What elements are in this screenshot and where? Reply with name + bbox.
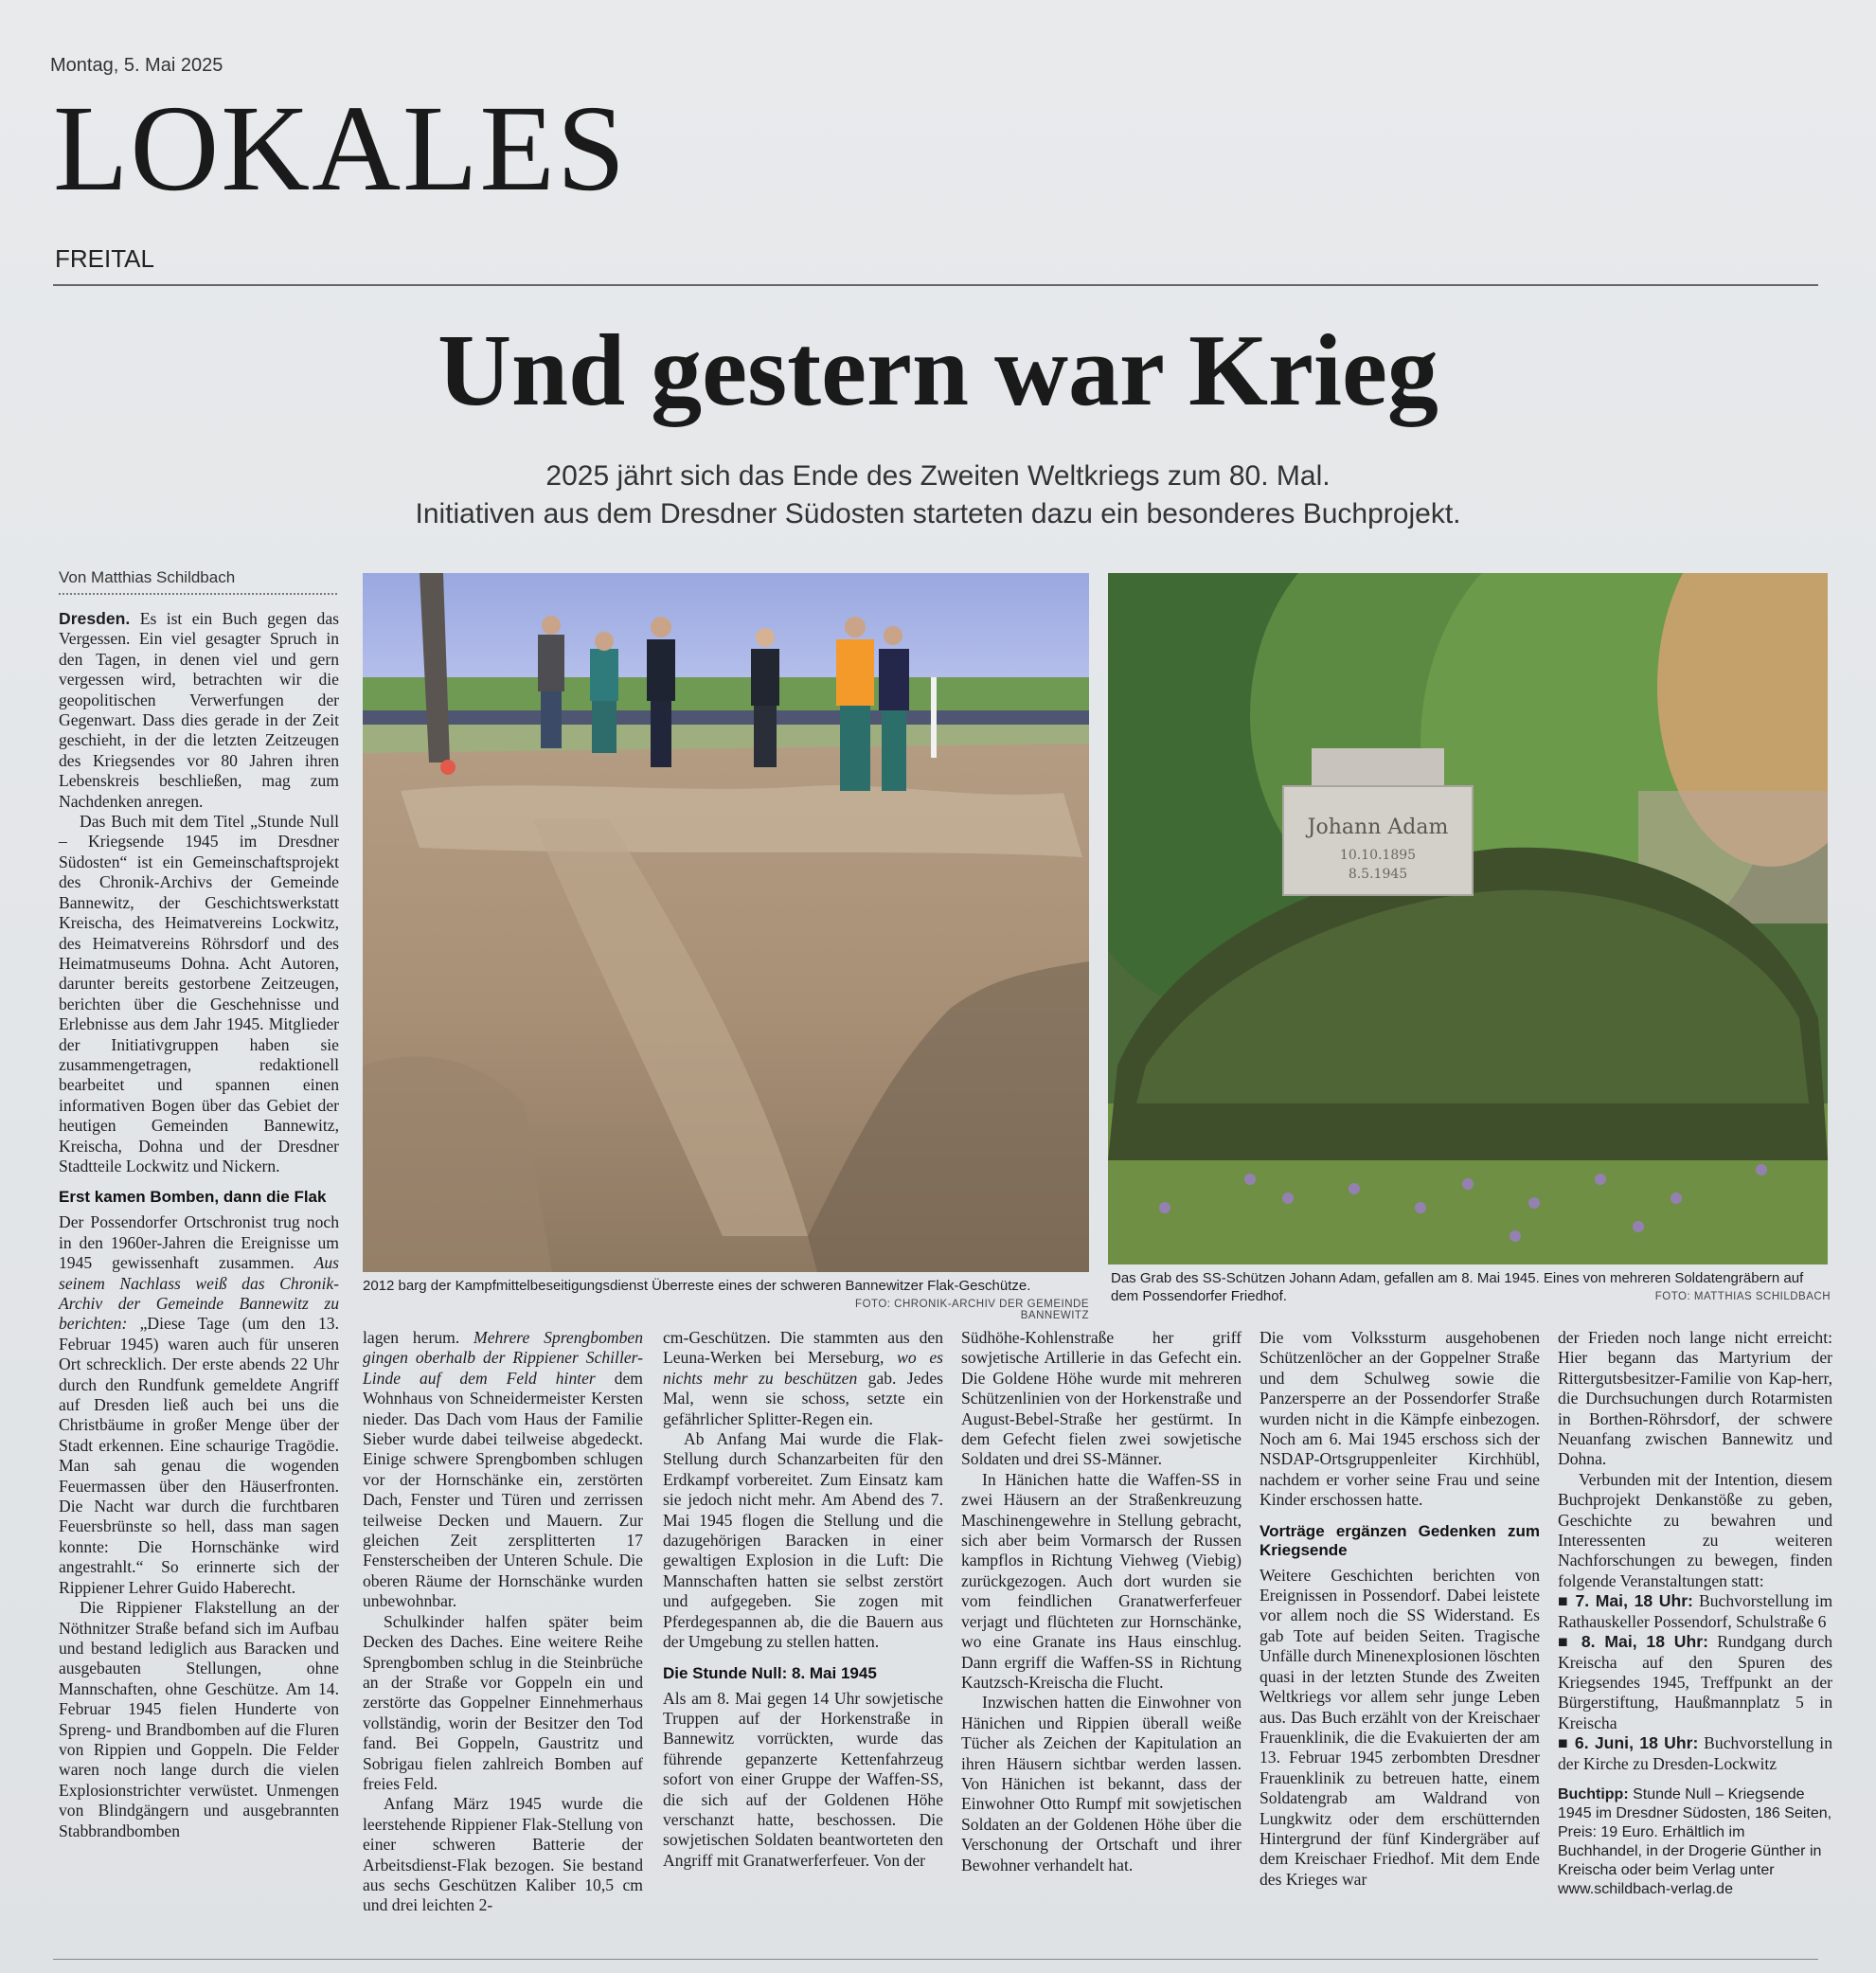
paragraph: Verbunden mit der Intention, diesem Buchprojekt Denkanstöße zu geben, Geschichte zu bewahren und Interessenten zu weiteren Nachforschungen zu bewegen, finden folgende Veranstaltungen statt:: [1558, 1469, 1832, 1590]
paragraph: Dresden. Es ist ein Buch gegen das Vergessen. Ein viel gesagter Spruch in den Tagen, in denen viel und gern vergessen wird, betrachten wir die geopolitischen Verwerfungen der Gegenwart. Dass dies gerade in der Zeit geschieht, in der die letzten Zeitzeugen des Kriegsendes vor 80 Jahren ihren Lebenskreis beschließen, mag zum Nachdenken anregen.: [59, 609, 339, 811]
grave-photo: [1108, 573, 1828, 1265]
paragraph: Als am 8. Mai gegen 14 Uhr sowjetische Truppen auf der Horkenstraße in Bannewitz vorrückten, wurde das führende gepanzerte Kettenfahrzeug sofort von einer Gruppe der Waffen-SS, die sich auf der Goldenen Höhe verschanzt hatte, beschossen. Die sowjetischen Soldaten beantworteten den Angriff mit Granatwerferfeuer. Von der: [663, 1688, 943, 1870]
column-4: [961, 1328, 1242, 1875]
event-item: ■ 8. Mai, 18 Uhr: Rundgang durch Kreischa auf den Spuren des Kriegsendes 1945, Treffpunkt an der Bürgerstiftung, Haußmannplatz 5 in Kreischa: [1558, 1632, 1832, 1732]
left-photo-caption: 2012 barg der Kampfmittelbeseitigungsdienst Überreste eines der schweren Bannewitzer Flak-Geschütze.: [363, 1278, 1031, 1294]
region-label: FREITAL: [55, 244, 154, 273]
column-3: [663, 1328, 943, 1871]
issue-date: Montag, 5. Mai 2025: [50, 55, 223, 76]
header-rule: [53, 284, 1818, 286]
article-subhead-line2: Initiativen aus dem Dresdner Südosten starteten dazu ein besonderes Buchprojekt.: [415, 498, 1461, 529]
paragraph: der Frieden noch lange nicht erreicht: Hier begann das Martyrium der Rittergutsbesitzer-Familie von Kap-herr, die Durchsuchungen durch Rotarmisten in Borthen-Röhrsdorf, der schwere Neuanfang zwischen Bannewitz und Dohna.: [1558, 1328, 1832, 1469]
right-photo-credit: FOTO: MATTHIAS SCHILDBACH: [1654, 1291, 1831, 1302]
article-headline: Und gestern war Krieg: [438, 314, 1438, 427]
paragraph: Ab Anfang Mai wurde die Flak-Stellung durch Schanzarbeiten für den Erdkampf vorbereitet. Zum Einsatz kam sie jedoch nicht mehr. Am Abend des 7. Mai 1945 flogen die Stellung und die dazugehörigen Baracken in einer gewaltigen Explosion in die Luft: Die Mannschaften hatten sie selbst zerstört und aufgegeben. Sie zogen mit Pferdegespannen ab, die die Bauern aus der Umgebung zu stellen hatten.: [663, 1429, 943, 1652]
column-5: [1260, 1328, 1540, 1890]
article-subhead-line1: 2025 jährt sich das Ende des Zweiten Weltkriegs zum 80. Mal.: [545, 460, 1331, 492]
subheading: Vorträge ergänzen Gedenken zum Kriegsende: [1260, 1521, 1540, 1559]
column-6: [1558, 1328, 1832, 1899]
subheading: Erst kamen Bomben, dann die Flak: [59, 1188, 327, 1207]
footer-rule: [53, 1959, 1818, 1960]
stone-name: Johann Adam: [1307, 816, 1449, 839]
column-1: [59, 609, 339, 1841]
paragraph: In Hänichen hatte die Waffen-SS in zwei Häusern an der Straßenkreuzung Maschinengewehre in Stellung gebracht, sich aber beim Vormarsch der Russen kampflos in Richtung Viehweg (Viebig) zurückgezogen. Auch dort wurden sie vom feindlichen Granatwerferfeuer verjagt und flüchteten zur Hornschänke, wo eine Granate ins Haus einschlug. Dann ergriff die Waffen-SS in Richtung Kautzsch-Kreischa die Flucht.: [961, 1469, 1242, 1692]
right-photo-caption: Das Grab des SS-Schützen Johann Adam, gefallen am 8. Mai 1945. Eines von mehreren Soldatengräbern auf dem Possendorfer Friedhof.: [1111, 1270, 1804, 1304]
event-item: ■ 7. Mai, 18 Uhr: Buchvorstellung im Rathauskeller Possendorf, Schulstraße 6: [1558, 1591, 1833, 1631]
paragraph: Inzwischen hatten die Einwohner von Hänichen und Rippien überall weiße Tücher als Zeichen der Kapitulation an ihren Häusern sichtbar werden lassen. Von Hänichen ist bekannt, dass der Einwohner Otto Rumpf mit sowjetischen Soldaten an der Goldenen Höhe über die Verschonung der Ortschaft und ihrer Bewohner verhandelt hat.: [961, 1693, 1242, 1874]
paragraph: Die vom Volkssturm ausgehobenen Schützenlöcher an der Goppelner Straße und dem Schulweg sowie die Panzersperre an der Possendorfer Straße wurden nicht in die Kämpfe einbezogen. Noch am 6. Mai 1945 erschoss sich der NSDAP-Ortsgruppenleiter Kirchhübl, nachdem er vorher seine Frau und seine Kinder erschossen hatte.: [1260, 1328, 1540, 1510]
publisher-url[interactable]: www.schildbach-verlag.de: [1558, 1880, 1733, 1897]
paragraph: lagen herum. Mehrere Sprengbomben gingen oberhalb der Rippiener Schiller-Linde auf dem Feld hinter dem Wohnhaus von Schneidermeister Kersten nieder. Das Dach vom Haus der Familie Sieber wurde dabei teilweise abgedeckt. Einige schwere Sprengbomben schlugen vor der Hornschänke ein, zerstörten Dach, Fenster und Türen und zerrissen teilweise Decken und Mauern. Zur gleichen Zeit zersplitterten 17 Fensterscheiben der Unteren Schule. Die oberen Räume der Hornschänke wurden unbewohnbar.: [363, 1328, 644, 1611]
paragraph: Die Rippiener Flakstellung an der Nöthnitzer Straße befand sich im Aufbau und bestand lediglich aus Baracken und ausgebauten Stellungen, ohne Mannschaften, ohne Geschütze. Am 14. Februar 1945 fielen Hunderte von Spreng- und Brandbomben auf die Fluren von Rippien und Goppeln. Die Felder waren noch lange durch die vielen Explosionstrichter verwüstet. Unmengen von Blindgängern und ausgebrannten Stabbrandbomben: [59, 1598, 339, 1840]
paragraph: Das Buch mit dem Titel „Stunde Null – Kriegsende 1945 im Dresdner Südosten“ ist ein Gemeinschaftsprojekt des Chronik-Archivs der Gemeinde Bannewitz, der Geschichtswerkstatt Kreischa, des Heimatvereins Lockwitz, des Heimatvereins Röhrsdorf und des Heimatmuseums Dohna. Acht Autoren, darunter bereits gestorbene Zeitzeugen, berichten über die Geschehnisse und Erlebnisse aus dem Jahr 1945. Mitglieder der Initiativgruppen haben sie zusammengetragen, redaktionell bearbeitet und spannen einen informativen Bogen über das Gebiet der heutigen Gemeinden Bannewitz, Kreischa, Dohna und der Dresdner Stadtteile Lockwitz und Nickern.: [59, 812, 339, 1175]
paragraph: Südhöhe-Kohlenstraße her griff sowjetische Artillerie in das Gefecht ein. Die Goldene Höhe wurde mit mehreren Schützenlinien von der Horkenstraße und August-Bebel-Straße her gestürmt. In dem Gefecht fielen zwei sowjetische Soldaten und drei SS-Männer.: [961, 1328, 1242, 1469]
grave-stone: [1283, 748, 1473, 895]
byline: Von Matthias Schildbach: [59, 568, 337, 595]
stone-born: 10.10.1895: [1339, 848, 1417, 863]
event-item: ■ 6. Juni, 18 Uhr: Buchvorstellung in der Kirche zu Dresden-Lockwitz: [1558, 1733, 1832, 1773]
left-photo-credit: FOTO: CHRONIK-ARCHIV DER GEMEINDE BANNEWITZ: [855, 1299, 1089, 1321]
paragraph: Weitere Geschichten berichten von Ereignissen in Possendorf. Dabei leistete vor allem noch die SS Widerstand. Es gab Tote auf beiden Seiten. Tragische Unfälle durch Minenexplosionen löschten quasi in der letzten Stunde des Zweiten Weltkriegs vor allem sehr junge Leben aus. Das Buch erzählt von der Kreischaer Frauenklinik, die die Evakuierten der am 13. Februar 1945 zerbombten Dresdner Frauenklinik zu betreuen hatte, einem Soldatengrab am Waldrand von Lungkwitz oder dem erschütternden Hintergrund der fünf Kindergräber auf dem Kreischaer Friedhof. Mit dem Ende des Krieges war: [1260, 1565, 1540, 1889]
book-tip: Buchtipp: Stunde Null – Kriegsende 1945 im Dresdner Südosten, 186 Seiten, Preis: 19 Euro. Erhältlich im Buchhandel, in der Drogerie Günther in Kreischa oder beim Verlag unter www.schildbach-verlag.de: [1558, 1785, 1832, 1897]
paragraph: Schulkinder halfen später beim Decken des Daches. Eine weitere Reihe Sprengbomben schlug in die Steinbrüche an der Straße vor Goppeln ein und zerstörte das Goppelner Einnehmerhaus vollständig, worin der Besitzer den Tod fand. Bei Goppeln, Gaustritz und Sobrigau fielen zahlreich Bomben auf freies Feld.: [363, 1611, 643, 1793]
dateline: Dresden.: [59, 609, 131, 628]
section-title: LOKALES: [53, 81, 628, 217]
paragraph: Anfang März 1945 wurde die leerstehende Rippiener Flak-Stellung von einer schweren Batterie der Arbeitsdienst-Flak bezogen. Sie bestand aus sechs Geschützen Kaliber 10,5 cm und drei leichten 2-: [363, 1794, 643, 1915]
subheading: Die Stunde Null: 8. Mai 1945: [663, 1663, 877, 1682]
column-2: [363, 1328, 643, 1916]
paragraph: cm-Geschützen. Die stammten aus den Leuna-Werken bei Merseburg, wo es nichts mehr zu beschützen gab. Jedes Mal, wenn sie schoss, setzte ein gefährlicher Splitter-Regen ein.: [663, 1328, 943, 1428]
excavation-photo: [363, 573, 1089, 1272]
stone-died: 8.5.1945: [1348, 867, 1408, 882]
paragraph: Der Possendorfer Ortschronist trug noch in den 1960er-Jahren die Ereignisse um 1945 gewissenhaft zusammen. Aus seinem Nachlass weiß das Chronik-Archiv der Gemeinde Bannewitz zu berichten: „Diese Tage (um den 13. Februar 1945) waren auch für unseren Ort schrecklich. Der erste abends 22 Uhr durch den Rundfunk gemeldete Angriff auf Dresden ließ auch bei uns die Christbäume in großer Menge über der Stadt erkennen. Eine schaurige Tragödie. Man sah genau die wogenden Feuermassen über den Häuserfronten. Die Nacht war durch die furchtbaren Feuersbrünste so hell, dass man sagen konnte: Die Hornschänke wird angestrahlt.“ So erinnerte sich der Rippiener Lehrer Guido Haberecht.: [59, 1212, 339, 1597]
